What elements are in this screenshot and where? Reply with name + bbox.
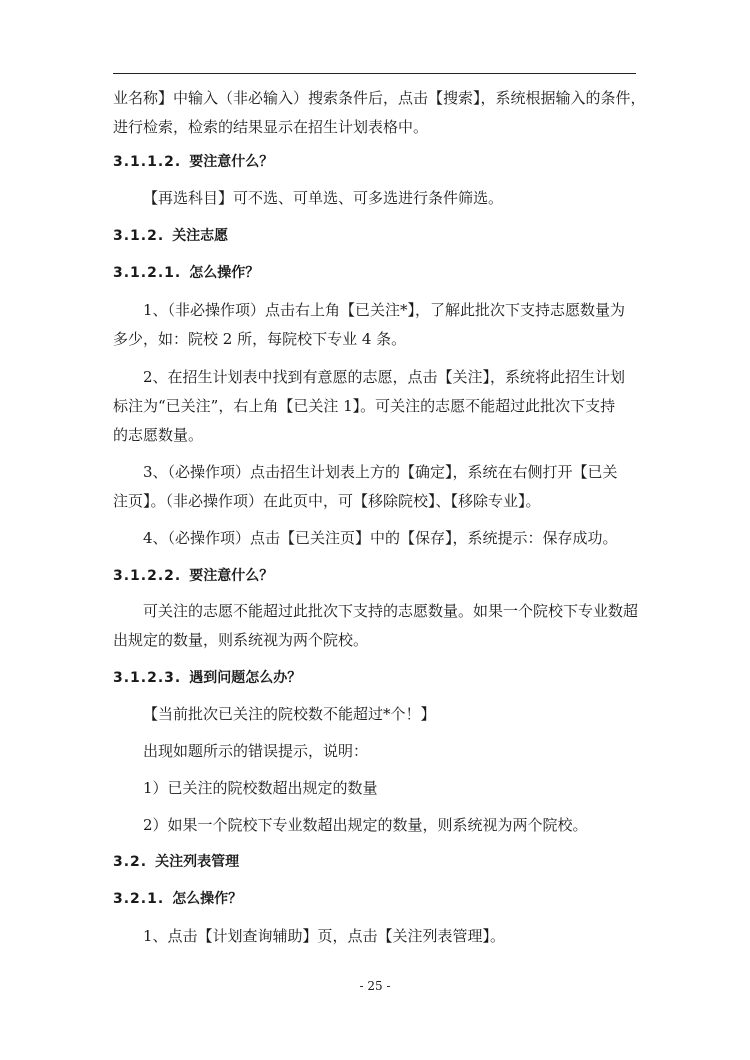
section-title: 关注列表管理 [155, 854, 240, 870]
section-title: 要注意什么？ [189, 154, 274, 170]
paragraph-line: 的志愿数量。 [113, 426, 204, 444]
paragraph-line: 2）如果一个院校下专业数超出规定的数量，则系统视为两个院校。 [143, 816, 588, 834]
paragraph-line: 注页】。（非必操作项）在此页中，可【移除院校】、【移除专业】。 [113, 492, 541, 510]
paragraph-line: 【再选科目】可不选、可单选、可多选进行条件筛选。 [143, 189, 504, 207]
section-number: 3.1.1.2. [113, 154, 182, 170]
paragraph-line: 2、在招生计划表中找到有意愿的志愿，点击【关注】，系统将此招生计划 [143, 368, 626, 386]
section-heading [113, 852, 643, 872]
paragraph-line: 进行检索，检索的结果显示在招生计划表格中。 [113, 118, 429, 136]
section-number: 3.1.2.3. [113, 670, 182, 686]
paragraph-line: 出现如题所示的错误提示，说明： [143, 742, 369, 760]
section-heading [113, 263, 643, 283]
section-number: 3.1.2.1. [113, 265, 182, 281]
section-heading [113, 889, 643, 909]
section-title: 要注意什么？ [189, 568, 274, 584]
page-number: - 25 - [359, 979, 391, 993]
section-number: 3.2. [113, 854, 148, 870]
section-title: 怎么操作？ [172, 891, 243, 907]
section-heading [113, 152, 643, 172]
section-heading [113, 668, 643, 688]
paragraph-line: 【当前批次已关注的院校数不能超过*个！】 [143, 705, 436, 723]
paragraph-line: 可关注的志愿不能超过此批次下支持的志愿数量。如果一个院校下专业数超 [143, 602, 639, 620]
section-title: 关注志愿 [172, 228, 229, 244]
section-title: 遇到问题怎么办？ [189, 670, 302, 686]
section-title: 怎么操作？ [189, 265, 260, 281]
paragraph-line: 4、（必操作项）点击【已关注页】中的【保存】，系统提示：保存成功。 [143, 529, 618, 547]
paragraph-line: 标注为“已关注”，右上角【已关注 1】。可关注的志愿不能超过此批次下支持 [113, 397, 616, 415]
paragraph-line: 1）已关注的院校数超出规定的数量 [143, 779, 378, 797]
paragraph-line: 3、（必操作项）点击招生计划表上方的【确定】，系统在右侧打开【已关 [143, 463, 618, 481]
section-number: 3.2.1. [113, 891, 165, 907]
section-number: 3.1.2. [113, 228, 165, 244]
paragraph-line: 出规定的数量，则系统视为两个院校。 [113, 631, 369, 649]
section-heading [113, 226, 643, 246]
paragraph-line: 1、（非必操作项）点击右上角【已关注*】，了解此批次下支持志愿数量为 [143, 301, 626, 319]
section-heading [113, 566, 643, 586]
paragraph-line: 多少，如：院校 2 所，每院校下专业 4 条。 [113, 330, 407, 348]
header-rule [113, 73, 636, 74]
paragraph-line: 1、点击【计划查询辅助】页，点击【关注列表管理】。 [143, 927, 506, 945]
paragraph-line: 业名称】中输入（非必输入）搜索条件后，点击【搜索】，系统根据输入的条件， [113, 89, 646, 107]
section-number: 3.1.2.2. [113, 568, 182, 584]
